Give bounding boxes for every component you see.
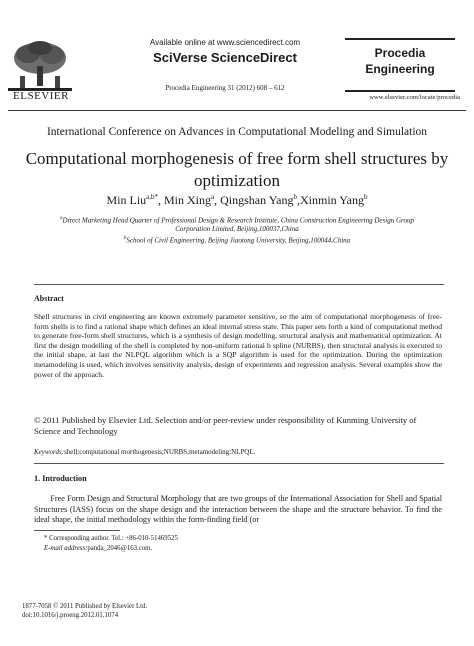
author-name: Min Xing [164, 193, 212, 207]
author-separator: , [296, 193, 300, 207]
affiliation-a-line1: Direct Marketing Head Quarter of Professional Design & Research Institute, China Construction Engineering Design Group [62, 216, 414, 225]
copyright-notice: © 2011 Published by Elsevier Ltd. Selection and/or peer-review under responsibility of Kunming University of Science and Technology [34, 415, 417, 436]
author-name: Xinmin Yang [299, 193, 364, 207]
journal-reference: Procedia Engineering 31 (2012) 608 – 612 [165, 84, 285, 92]
author-affiliation-mark: b [293, 193, 297, 201]
keywords-list: shell;computational morthogenesis;NURBS;metamodeling;NLPQL. [64, 448, 256, 456]
affiliations [40, 214, 434, 246]
doi-link[interactable]: doi:10.1016/j.proeng.2012.01.1074 [22, 612, 119, 619]
affiliation-b-mark: b [123, 236, 127, 242]
author-affiliation-mark: a,b* [146, 193, 159, 201]
article-title-line2: optimization [194, 171, 280, 190]
keywords-label: Keywords: [34, 448, 65, 456]
affiliation-a-line2: Corporation Limited, Beijing,100037,China [175, 225, 299, 234]
author-separator: , [214, 193, 221, 207]
introduction-text: Free Form Design and Structural Morphology that are two groups of the International Association for Shell and Spatial Structures (IASS) focus on the shape design and the interaction between the shape and the structure behavior. To find the ideal shape, the initial methodology within the form-finding field (or [34, 494, 442, 525]
author-affiliation-mark: a [211, 193, 215, 201]
publisher-wordmark: ELSEVIER [13, 90, 69, 102]
elsevier-tree-logo [8, 38, 72, 94]
sciverse-brand [120, 50, 330, 65]
footnote-email [44, 545, 152, 552]
abstract-top-rule [34, 284, 444, 285]
author-affiliation-mark: b [364, 193, 368, 201]
journal-url: www.elsevier.com/locate/procedia [369, 94, 460, 101]
conference-name: International Conference on Advances in Computational Modeling and Simulation [46, 126, 428, 138]
email-link[interactable]: panda_2046@163.com. [87, 545, 153, 552]
header-rule [8, 110, 466, 111]
affiliation-b-text: School of Civil Engineering, Beijing Jiaotong University, Beijing,100044,China [126, 236, 351, 245]
abstract-heading: Abstract [34, 294, 64, 303]
journal-name-line1: Procedia [374, 46, 426, 60]
article-title-line1: Computational morphogenesis of free form shell structures by [25, 149, 449, 168]
sciverse-brand-text: SciVerse ScienceDirect [153, 50, 297, 65]
author-list [20, 193, 454, 208]
footnote-corresponding-author: * Corresponding author. Tel.: +86-010-51469525 [44, 535, 178, 542]
available-online-text: Available online at www.sciencedirect.com [149, 38, 301, 47]
introduction-paragraph [34, 494, 442, 526]
author-separator: , [158, 193, 165, 207]
footnote-rule [34, 530, 120, 531]
affiliation-b [40, 234, 434, 245]
affiliation-a-mark: a [60, 216, 63, 221]
section-heading-introduction: 1. Introduction [34, 474, 87, 483]
keywords [34, 448, 442, 456]
author-name: Min Liu [106, 193, 147, 207]
journal-logo-box [345, 38, 455, 92]
abstract-body: Shell structures in civil engineering are known extremely parameter sensitive, so the aim of computational morphogenesis of free-form shells is to find a rational shape which defines an ideal internal stress state. This paper sets forth a kind of computational method to generate free-form shell structures, which is a synthesis of design modelling, structural analysis and mathematical optimization. At first the design modelling of the shell is completed by non-uniform rational b spline (NURBS), then structural analysis is executed to the initial shape, at last the NLPQL algorithm which is a SQP algorithm is used for the optimization. During the optimization metamodeling is used, which involves sensitivity analysis, design of experiments and regression analysis. Several examples show the power of the approach. [34, 312, 442, 379]
abstract-bottom-rule [34, 463, 444, 464]
issn-line: 1877-7058 © 2011 Published by Elsevier Ltd. [22, 603, 148, 610]
affiliation-a [40, 214, 434, 225]
email-label: E-mail address: [44, 545, 88, 552]
author-name: Qingshan Yang [220, 193, 294, 207]
journal-name-line2: Engineering [365, 62, 435, 76]
article-title [20, 148, 454, 192]
